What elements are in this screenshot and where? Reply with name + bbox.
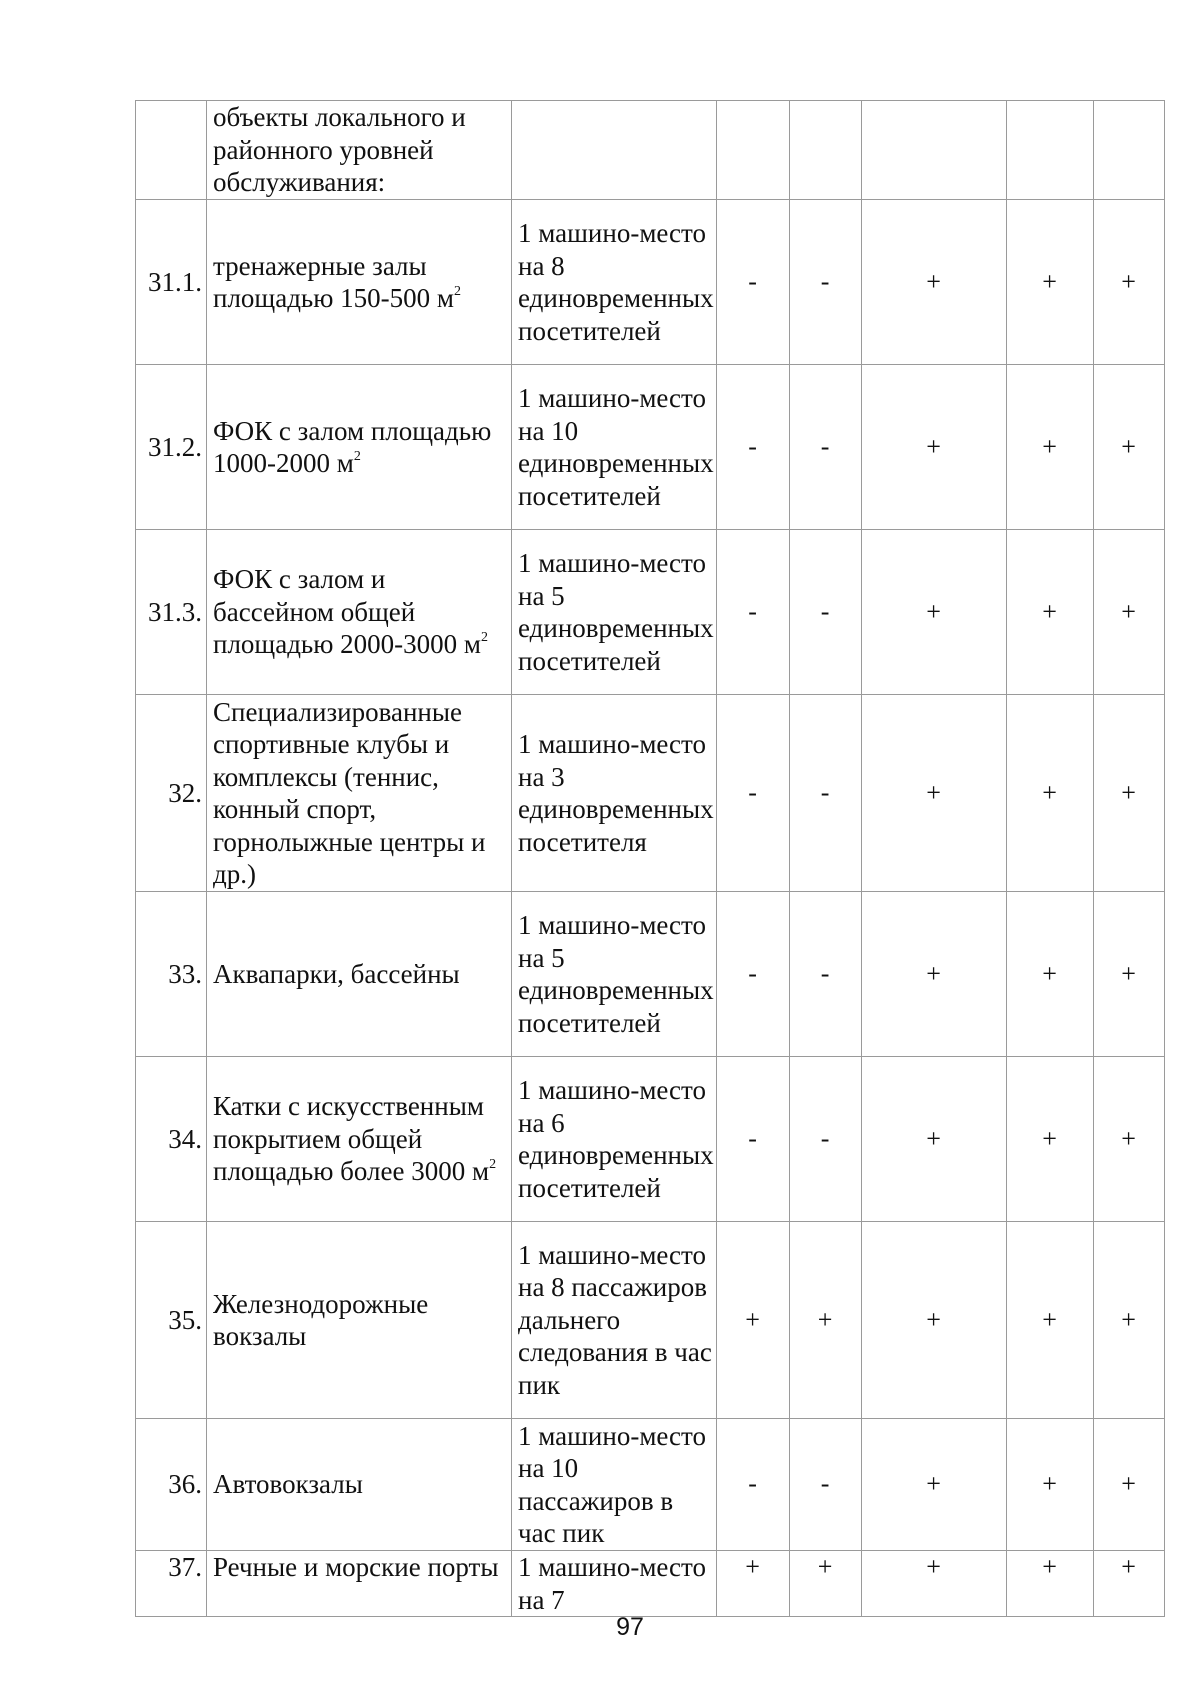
mark-cell: +: [1093, 1551, 1164, 1617]
parking-norms-table: [135, 100, 1165, 1617]
mark-cell: -: [716, 530, 789, 695]
page-number: 97: [616, 1613, 644, 1641]
mark-cell: -: [716, 1419, 789, 1551]
mark-cell: +: [861, 365, 1006, 530]
row-number: 34.: [136, 1057, 207, 1222]
parking-norm: 1 машино-место на 5 единовременных посетителей: [512, 530, 717, 695]
mark-cell: +: [1093, 1419, 1164, 1551]
object-name: тренажерные залы площадью 150-500 $м^2$: [207, 200, 512, 365]
parking-norm: 1 машино-место на 8 пассажиров дальнего следования в час пик: [512, 1222, 717, 1419]
mark-cell: +: [1093, 530, 1164, 695]
parking-norm: 1 машино-место на 10 единовременных посетителей: [512, 365, 717, 530]
row-number: 36.: [136, 1419, 207, 1551]
mark-cell: -: [716, 365, 789, 530]
table-row: [136, 530, 1165, 695]
mark-cell: -: [716, 200, 789, 365]
row-number: 31.1.: [136, 200, 207, 365]
table-row: [136, 1057, 1165, 1222]
mark-cell: +: [861, 1551, 1006, 1617]
mark-cell: +: [861, 695, 1006, 892]
table-row: [136, 200, 1165, 365]
mark-cell: -: [789, 200, 861, 365]
parking-norm: 1 машино-место на 10 пассажиров в час пик: [512, 1419, 717, 1551]
parking-norm: 1 машино-место на 7: [512, 1551, 717, 1617]
mark-cell: +: [716, 1551, 789, 1617]
row-number: 31.2.: [136, 365, 207, 530]
object-name: Речные и морские порты: [207, 1551, 512, 1617]
table-row: [136, 1551, 1165, 1617]
row-number: 33.: [136, 892, 207, 1057]
mark-cell: +: [1093, 695, 1164, 892]
table-row: [136, 695, 1165, 892]
mark-cell: +: [1006, 365, 1093, 530]
mark-cell: +: [1006, 892, 1093, 1057]
mark-cell: -: [716, 695, 789, 892]
table-row: [136, 1222, 1165, 1419]
mark-cell: -: [789, 892, 861, 1057]
mark-cell: +: [1006, 1222, 1093, 1419]
parking-norm: 1 машино-место на 5 единовременных посетителей: [512, 892, 717, 1057]
mark-cell: +: [1006, 200, 1093, 365]
row-number: 32.: [136, 695, 207, 892]
mark-cell: [716, 101, 789, 200]
mark-cell: +: [1006, 1057, 1093, 1222]
mark-cell: -: [789, 530, 861, 695]
mark-cell: [1006, 101, 1093, 200]
object-name: ФОК с залом и бассейном общей площадью 2000-3000 $м^2$: [207, 530, 512, 695]
mark-cell: +: [1093, 1222, 1164, 1419]
object-name: Автовокзалы: [207, 1419, 512, 1551]
mark-cell: -: [789, 1057, 861, 1222]
object-name: объекты локального и районного уровней обслуживания:: [207, 101, 512, 200]
parking-norm: 1 машино-место на 8 единовременных посетителей: [512, 200, 717, 365]
object-name: Железнодорожные вокзалы: [207, 1222, 512, 1419]
row-number: 35.: [136, 1222, 207, 1419]
row-number: 37.: [136, 1551, 207, 1617]
mark-cell: -: [789, 365, 861, 530]
mark-cell: +: [861, 1419, 1006, 1551]
parking-norm: 1 машино-место на 3 единовременных посетителя: [512, 695, 717, 892]
table-row: [136, 365, 1165, 530]
parking-norm: 1 машино-место на 6 единовременных посетителей: [512, 1057, 717, 1222]
mark-cell: +: [1006, 1551, 1093, 1617]
mark-cell: +: [861, 200, 1006, 365]
mark-cell: [789, 101, 861, 200]
table-row: [136, 101, 1165, 200]
mark-cell: +: [789, 1551, 861, 1617]
mark-cell: +: [716, 1222, 789, 1419]
row-number: 31.3.: [136, 530, 207, 695]
mark-cell: +: [1093, 892, 1164, 1057]
mark-cell: +: [789, 1222, 861, 1419]
mark-cell: +: [861, 1222, 1006, 1419]
mark-cell: -: [716, 892, 789, 1057]
row-number: [136, 101, 207, 200]
object-name: Аквапарки, бассейны: [207, 892, 512, 1057]
table-row: [136, 1419, 1165, 1551]
mark-cell: +: [1093, 365, 1164, 530]
mark-cell: -: [789, 1419, 861, 1551]
mark-cell: +: [861, 1057, 1006, 1222]
object-name: Катки с искусственным покрытием общей площадью более 3000 $м^2$: [207, 1057, 512, 1222]
object-name: ФОК с залом площадью 1000-2000 $м^2$: [207, 365, 512, 530]
mark-cell: [861, 101, 1006, 200]
mark-cell: +: [861, 892, 1006, 1057]
parking-norm: [512, 101, 717, 200]
table-row: [136, 892, 1165, 1057]
mark-cell: +: [861, 530, 1006, 695]
mark-cell: +: [1006, 530, 1093, 695]
mark-cell: [1093, 101, 1164, 200]
mark-cell: +: [1093, 200, 1164, 365]
object-name: Специализированные спортивные клубы и комплексы (теннис, конный спорт, горнолыжные центры и др.): [207, 695, 512, 892]
mark-cell: -: [789, 695, 861, 892]
mark-cell: +: [1093, 1057, 1164, 1222]
mark-cell: +: [1006, 695, 1093, 892]
mark-cell: +: [1006, 1419, 1093, 1551]
mark-cell: -: [716, 1057, 789, 1222]
